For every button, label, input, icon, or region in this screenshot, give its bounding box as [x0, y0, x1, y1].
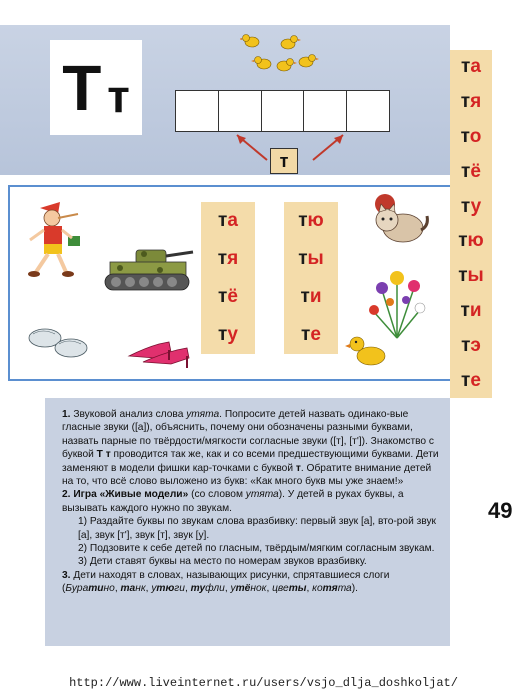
- syllable-card-column: [284, 202, 338, 354]
- word-tsvety: цветы: [272, 583, 307, 595]
- syllable: тя: [460, 91, 482, 113]
- word-kotyata: котята: [312, 583, 352, 595]
- syllable: те: [461, 369, 481, 391]
- syllable: тё: [461, 160, 481, 182]
- paragraph-3: 3. Дети находят в словах, называющих рисунки, спрятавшиеся слоги (Буратино, танк, утюги, туфли, утёнок, цветы, котята).: [62, 569, 390, 595]
- syllable-strip: [450, 50, 492, 398]
- kitten-icon: [365, 190, 430, 250]
- letter-heading: [50, 40, 142, 135]
- syllable: т е: [301, 324, 321, 345]
- word-utyonok: утёнок: [230, 583, 267, 595]
- syllable: ту: [460, 195, 482, 217]
- slippers-icon: [25, 318, 95, 363]
- letter-lowercase: т: [107, 69, 130, 122]
- syllable: т у: [218, 324, 238, 345]
- syllable: та: [461, 56, 481, 78]
- syllable: тю: [458, 230, 484, 252]
- pinocchio-icon: [18, 200, 98, 280]
- syllable: т я: [217, 248, 239, 269]
- syllable: т а: [218, 210, 238, 231]
- word-utyugi: утюги: [151, 583, 185, 595]
- word-buratino: Буратино: [65, 583, 115, 595]
- letter-uppercase: Т: [62, 51, 102, 124]
- instructions-text: [62, 408, 442, 596]
- scheme-cell: [347, 91, 389, 131]
- syllable: т ё: [218, 286, 238, 307]
- syllable: т ы: [298, 248, 324, 269]
- ducklings-icon: [240, 32, 320, 77]
- syllable: ты: [458, 265, 484, 287]
- page-number: 49: [488, 498, 513, 523]
- word-tank: танк: [120, 583, 146, 595]
- duckling-icon: [345, 332, 390, 370]
- step-3: 3) Дети ставят буквы на место по номерам звуков вразбивку.: [78, 556, 367, 568]
- letter-card: т: [270, 148, 298, 174]
- shoes-icon: [125, 322, 195, 370]
- scheme-cell: [176, 91, 219, 131]
- sound-scheme: [175, 90, 390, 132]
- step-1: 1) Раздайте буквы по звукам слова вразбивку: первый звук [а], вто-рой звук [а], звук [т'], звук [т], звук [у].: [78, 516, 437, 541]
- syllable: т и: [300, 286, 322, 307]
- syllable: т ю: [298, 210, 324, 231]
- scheme-cell: [304, 91, 347, 131]
- syllable: ти: [460, 299, 482, 321]
- syllable: то: [460, 125, 482, 147]
- paragraph-2: 2. Игра «Живые модели» (со словом утята). У детей в руках буквы, а вызывать каждого нужно по звукам.: [62, 489, 404, 514]
- watermark-url: http://www.liveinternet.ru/users/vsjo_dlja_doshkoljat/: [69, 676, 458, 690]
- tank-icon: [100, 240, 195, 295]
- scheme-cell: [262, 91, 305, 131]
- step-2: 2) Подзовите к себе детей по гласным, твёрдым/мягким согласным звукам.: [78, 543, 435, 555]
- scheme-cell: [219, 91, 262, 131]
- paragraph-1: 1. Звуковой анализ слова утята. Попросите детей назвать одинако-вые гласные звуки ([а]), объяснить, почему они обозначены разными буквами, назвать парные по твёрдости/мягкости согласные звуки ([т], [т']). Знакомство с буквой Т т проводится так же, как и со всеми предшествующими буквами. Дети заменяют в модели фишки кар-точками с буквой т. Обратите внимание детей на то, что всё слово выложено из букв: «Как много букв мы уже знаем!»: [62, 409, 439, 488]
- syllable-card-column: [201, 202, 255, 354]
- syllable: тэ: [461, 334, 481, 356]
- flowers-icon: [362, 260, 432, 340]
- word-tufli: туфли: [190, 583, 225, 595]
